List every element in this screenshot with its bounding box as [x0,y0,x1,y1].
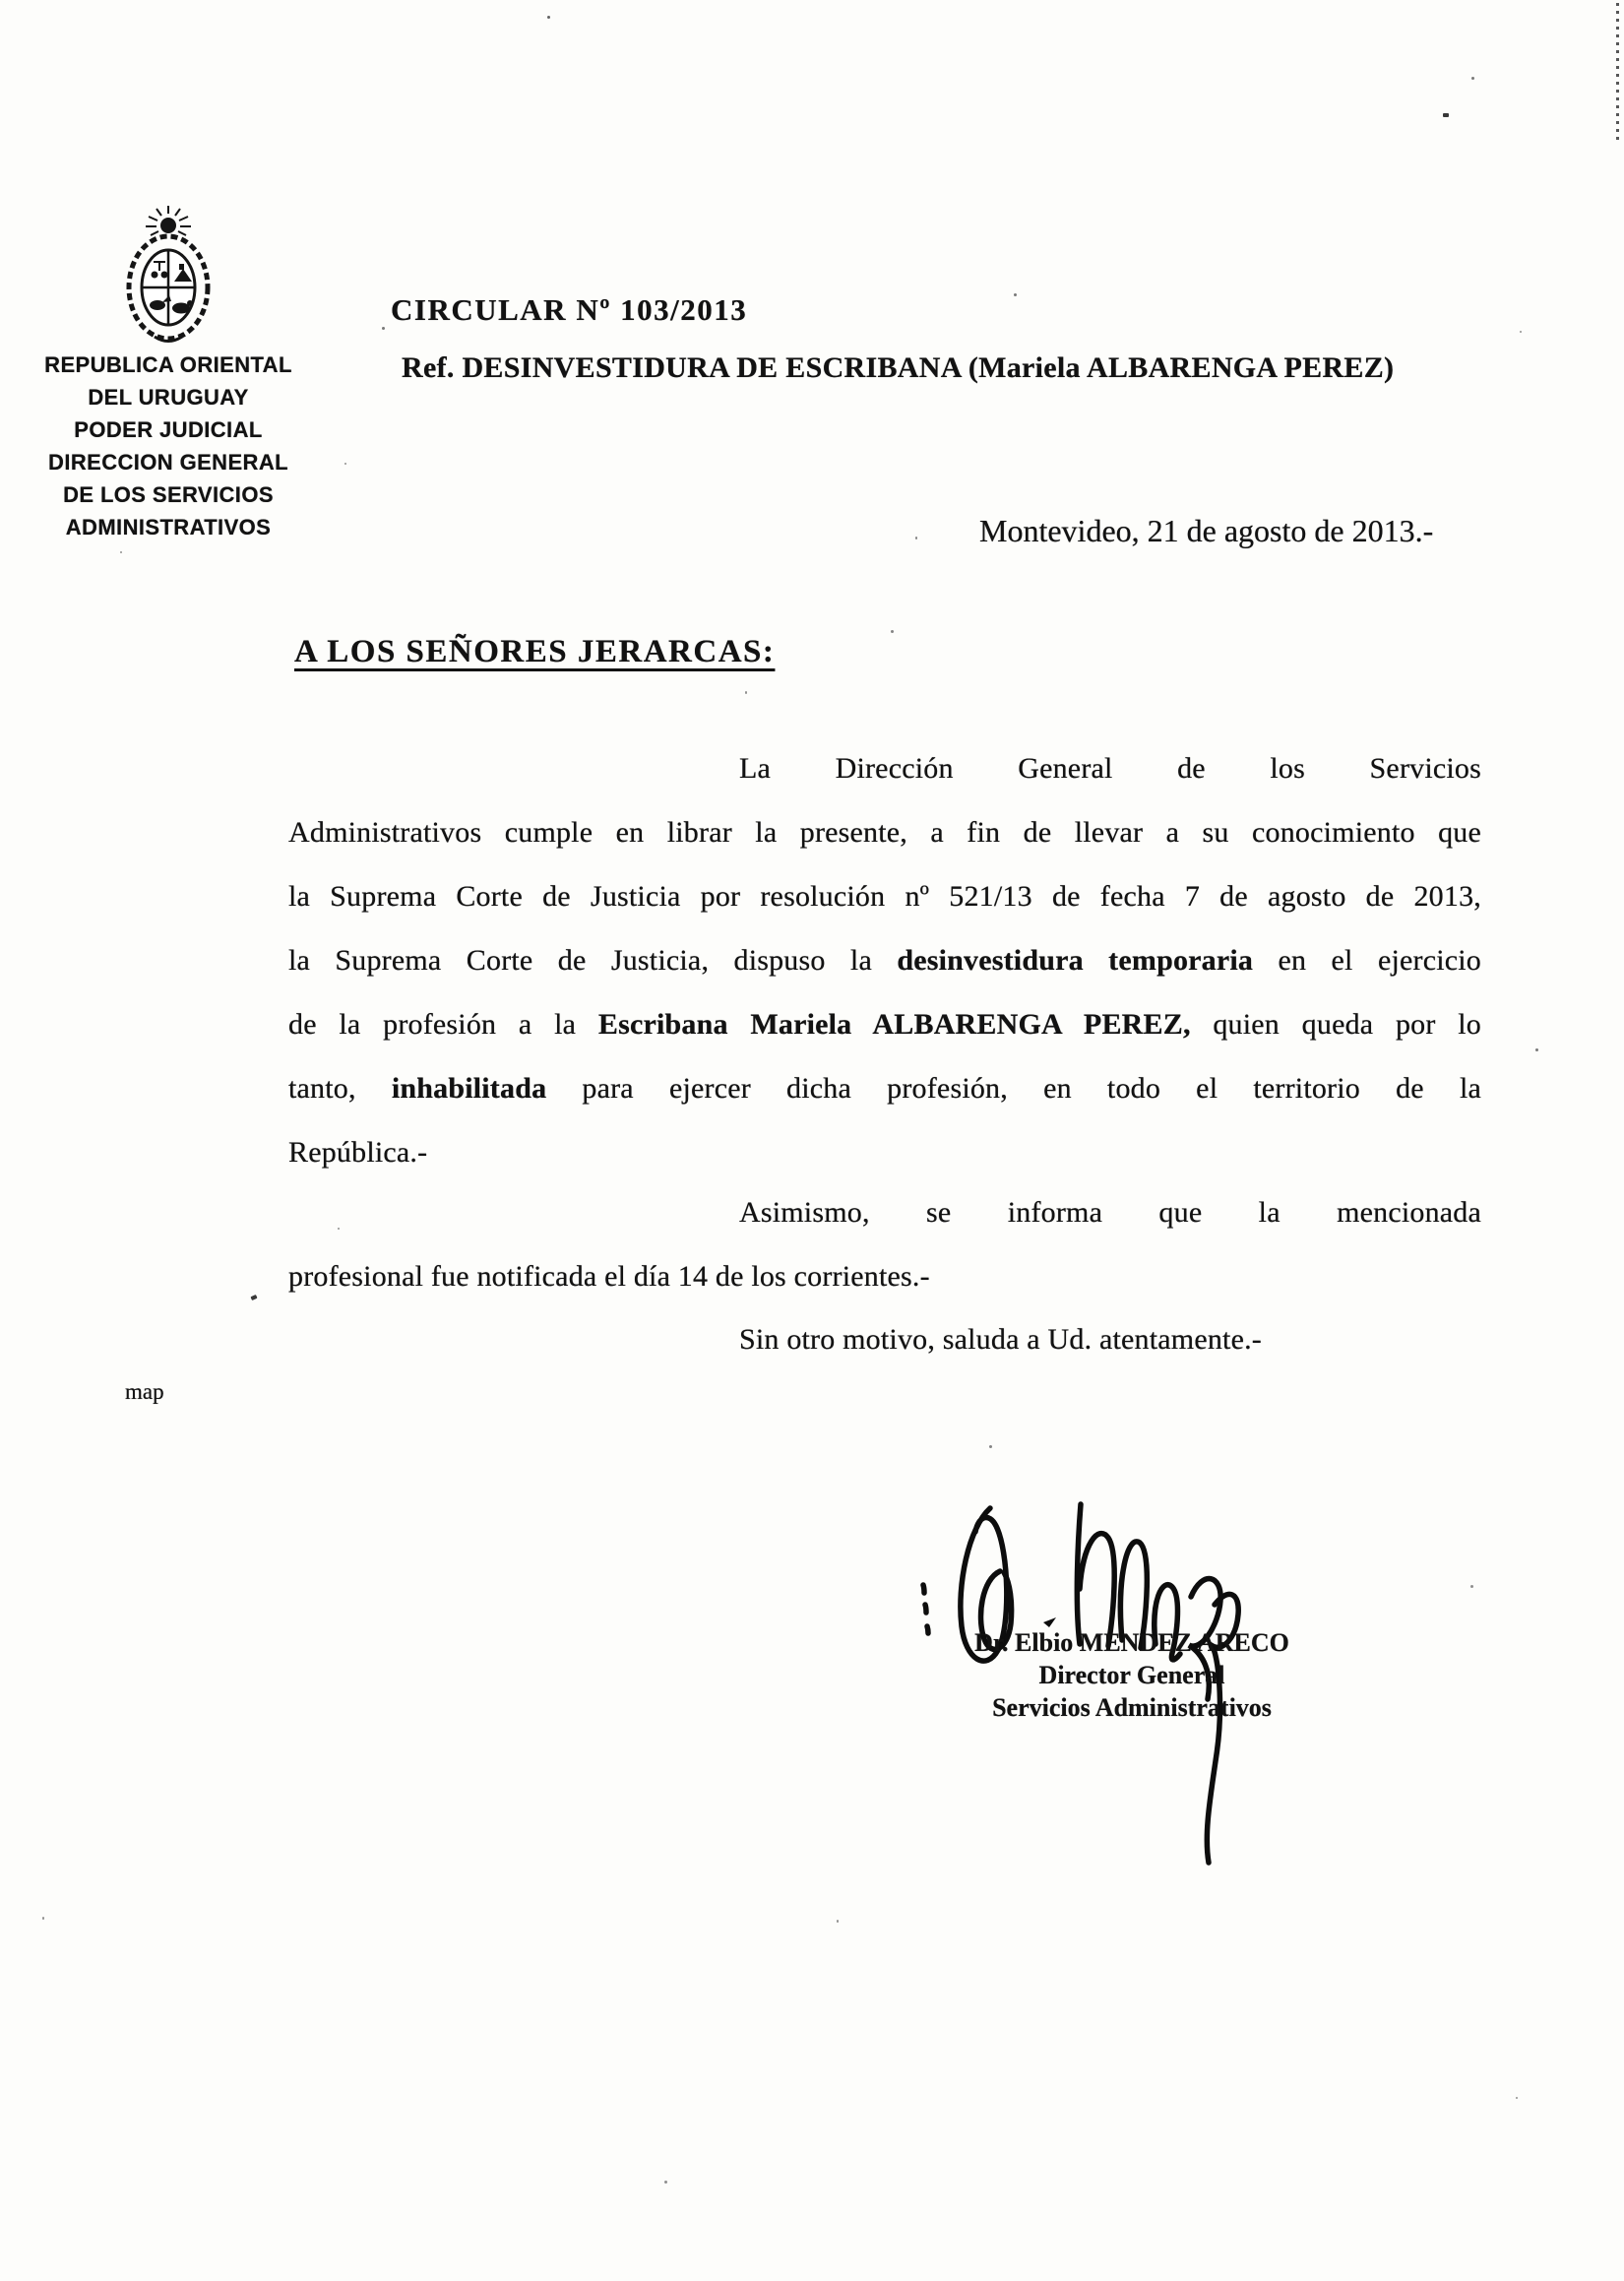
scan-speck [382,327,385,330]
scan-speck [1471,77,1474,80]
body-text: profesional fue notificada el día 14 de los corrientes.- [288,1260,930,1293]
letterhead [28,205,309,543]
body-line [288,992,1481,1056]
body-paragraph-2 [288,1180,1481,1308]
letterhead-line: PODER JUDICIAL [74,417,263,442]
scan-speck [664,2181,667,2184]
body-text: en el ejercicio [1253,944,1481,977]
signature-block [945,1626,1319,1724]
body-text: la Suprema Corte de Justicia por resolución nº 521/13 de fecha 7 de agosto de 2013, [288,880,1481,913]
signatory-name: Dr. Elbio MENDEZ ARECO [974,1628,1289,1657]
body-line [739,736,1481,800]
body-paragraph-3 [288,1307,1481,1371]
scan-speck [915,537,917,539]
scan-speck [1516,2097,1518,2099]
scan-speck [989,1445,992,1448]
body-text: de la profesión a la [288,1008,598,1041]
scan-speck [837,1920,839,1923]
scan-speck [42,1917,44,1920]
scan-speck [344,463,346,465]
body-line [739,1307,1481,1371]
body-line [288,800,1481,864]
body-text: Asimismo, se informa que la mencionada [739,1196,1481,1229]
body-line [288,928,1481,992]
body-line [288,1120,1481,1184]
body-line [288,1244,1481,1308]
letterhead-line: DE LOS SERVICIOS [63,482,274,507]
body-text: quien queda por lo [1190,1008,1481,1041]
signatory-department: Servicios Administrativos [992,1693,1272,1722]
body-line [288,1056,1481,1120]
uruguay-coat-of-arms-icon [113,205,223,345]
letterhead-line: ADMINISTRATIVOS [65,515,272,539]
signatory-title: Director General [1038,1661,1225,1689]
emphasis-bold: inhabilitada [391,1072,547,1105]
scan-speck [1535,1048,1538,1051]
body-line [739,1180,1481,1244]
body-text: tanto, [288,1072,392,1105]
reference-line: Ref. DESINVESTIDURA DE ESCRIBANA (Mariela ALBARENGA PEREZ) [402,351,1395,384]
circular-number: CIRCULAR Nº 103/2013 [391,292,748,327]
scan-speck [1470,1585,1473,1588]
letterhead-line: DIRECCION GENERAL [48,450,288,475]
pen-tick-mark [250,1295,257,1300]
scan-speck [891,630,894,633]
letterhead-line: DEL URUGUAY [88,385,249,410]
dateline: Montevideo, 21 de agosto de 2013.- [979,513,1434,548]
emphasis-bold: Escribana Mariela ALBARENGA PEREZ, [597,1008,1191,1041]
scan-speck [547,16,550,19]
scan-speck [1014,293,1017,296]
emphasis-bold: desinvestidura temporaria [897,944,1254,977]
body-line [288,864,1481,928]
typist-initials: map [125,1379,164,1404]
body-text: la Suprema Corte de Justicia, dispuso la [288,944,898,977]
scan-speck [1520,331,1522,333]
body-text: Sin otro motivo, saluda a Ud. atentamente.- [739,1323,1262,1356]
body-paragraph-1 [288,736,1481,1184]
body-text: Administrativos cumple en librar la presente, a fin de llevar a su conocimiento que [288,816,1481,849]
body-text: La Dirección General de los Servicios [739,752,1481,785]
letterhead-line: REPUBLICA ORIENTAL [44,352,292,377]
body-text: para ejercer dicha profesión, en todo el territorio de la [546,1072,1481,1105]
scan-speck [1443,113,1449,117]
salutation: A LOS SEÑORES JERARCAS: [294,634,776,669]
scan-speck [120,551,122,553]
scan-speck [745,691,747,694]
scan-edge-artifact [1616,3,1619,143]
body-text: República.- [288,1136,428,1169]
